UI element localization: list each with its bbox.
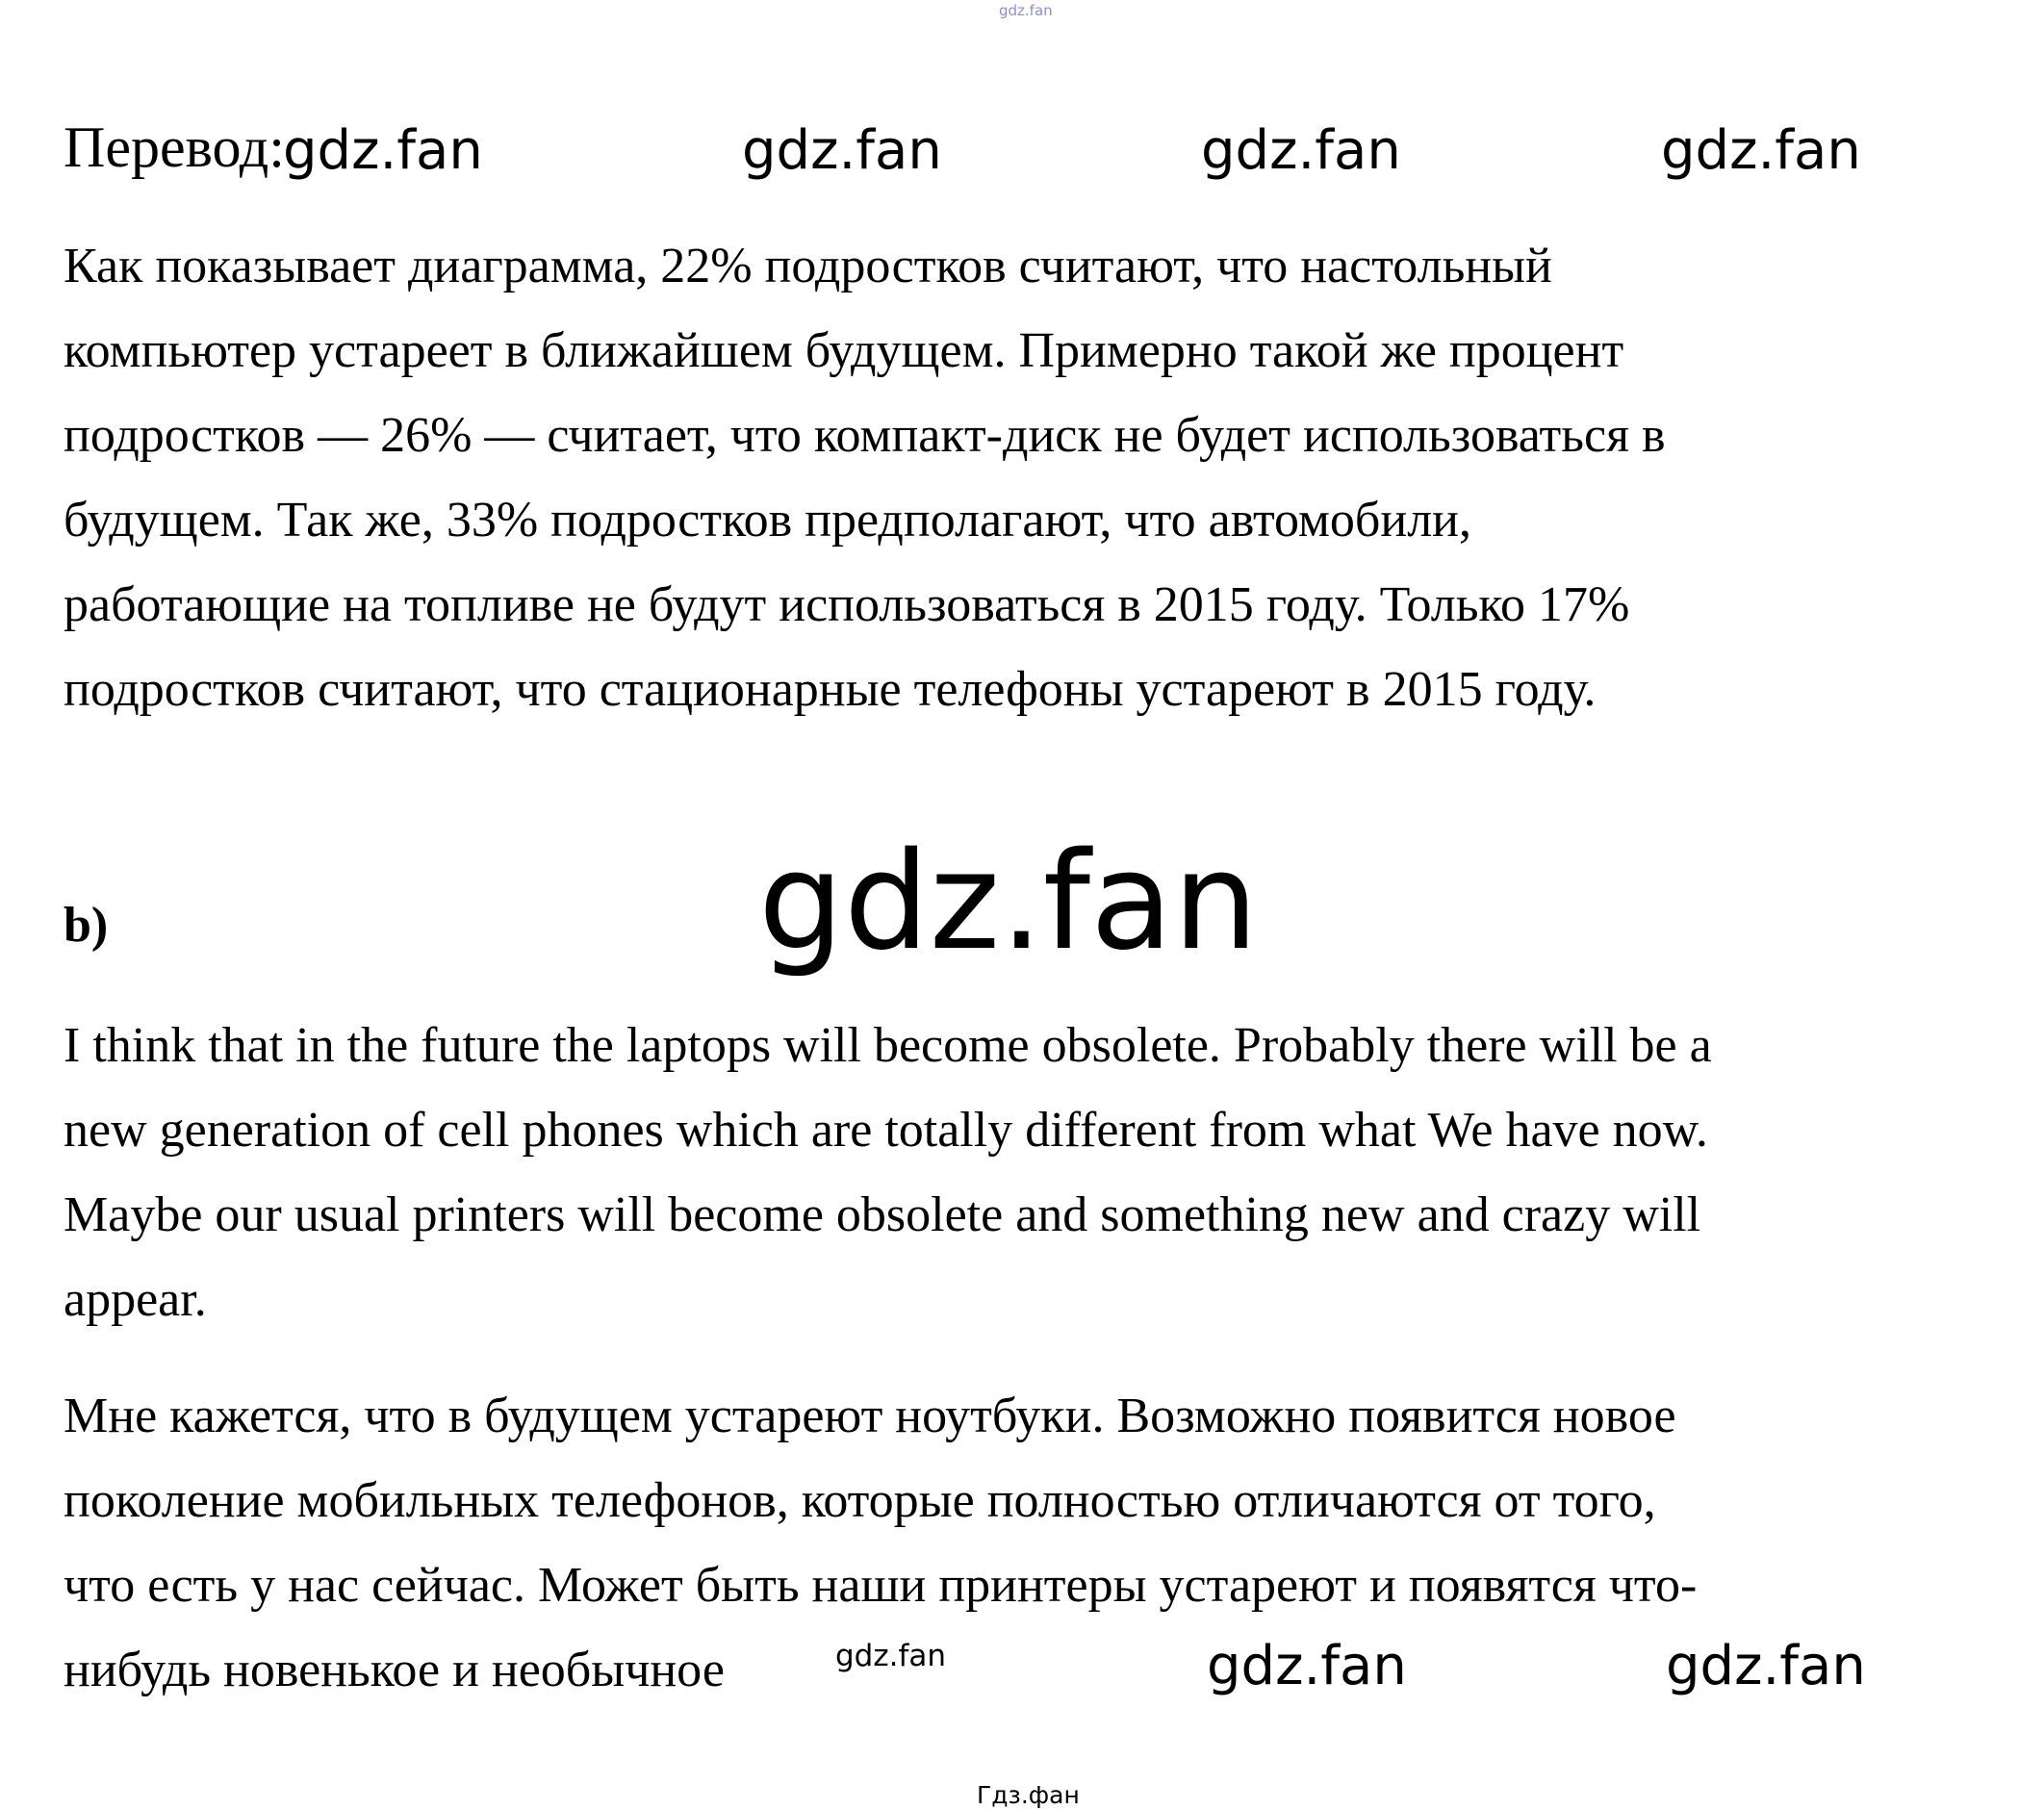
watermark-bottom-1: gdz.fan xyxy=(1207,1635,1407,1697)
text-line: I think that in the future the laptops will become obsolete. Probably there will be a xyxy=(64,1018,1712,1073)
text-line: Как показывает диаграмма, 22% подростков считают, что настольный xyxy=(64,239,1552,293)
watermark-row-3: gdz.fan xyxy=(1201,119,1401,182)
watermark-row-1: gdz.fan xyxy=(283,119,483,182)
text-line: поколение мобильных телефонов, которые полностью отличаются от того, xyxy=(64,1473,1656,1528)
text-line: нибудь новенькое и необычное xyxy=(64,1643,725,1697)
watermark-row-2: gdz.fan xyxy=(742,119,942,182)
watermark-big: gdz.fan xyxy=(758,824,1259,981)
section-b-label: b) xyxy=(64,898,109,953)
watermark-top-small: gdz.fan xyxy=(999,2,1053,19)
text-line: будущем. Так же, 33% подростков предполагают, что автомобили, xyxy=(64,493,1471,548)
text-line: что есть у нас сейчас. Может быть наши принтеры устареют и появятся что- xyxy=(64,1558,1698,1613)
text-line: подростков считают, что стационарные телефоны устареют в 2015 году. xyxy=(64,662,1597,717)
text-line: Maybe our usual printers will become obsolete and something new and crazy will xyxy=(64,1187,1701,1242)
text-line: работающие на топливе не будут использоваться в 2015 году. Только 17% xyxy=(64,577,1630,632)
text-line: appear. xyxy=(64,1272,207,1327)
footer-watermark: Гдз.фан xyxy=(977,1781,1080,1809)
english-paragraph xyxy=(64,1004,1988,1342)
translation-paragraph xyxy=(64,224,1988,732)
text-line: подростков — 26% — считает, что компакт-диск не будет использоваться в xyxy=(64,408,1666,463)
text-line: Мне кажется, что в будущем устареют ноутбуки. Возможно появится новое xyxy=(64,1389,1676,1443)
text-line: компьютер устареет в ближайшем будущем. Примерно такой же процент xyxy=(64,323,1624,378)
watermark-row-4: gdz.fan xyxy=(1661,119,1861,182)
watermark-inline-small: gdz.fan xyxy=(835,1639,947,1673)
text-line: new generation of cell phones which are totally different from what We have now. xyxy=(64,1103,1708,1158)
translation-label: Перевод: xyxy=(64,115,285,179)
watermark-bottom-2: gdz.fan xyxy=(1666,1635,1866,1697)
